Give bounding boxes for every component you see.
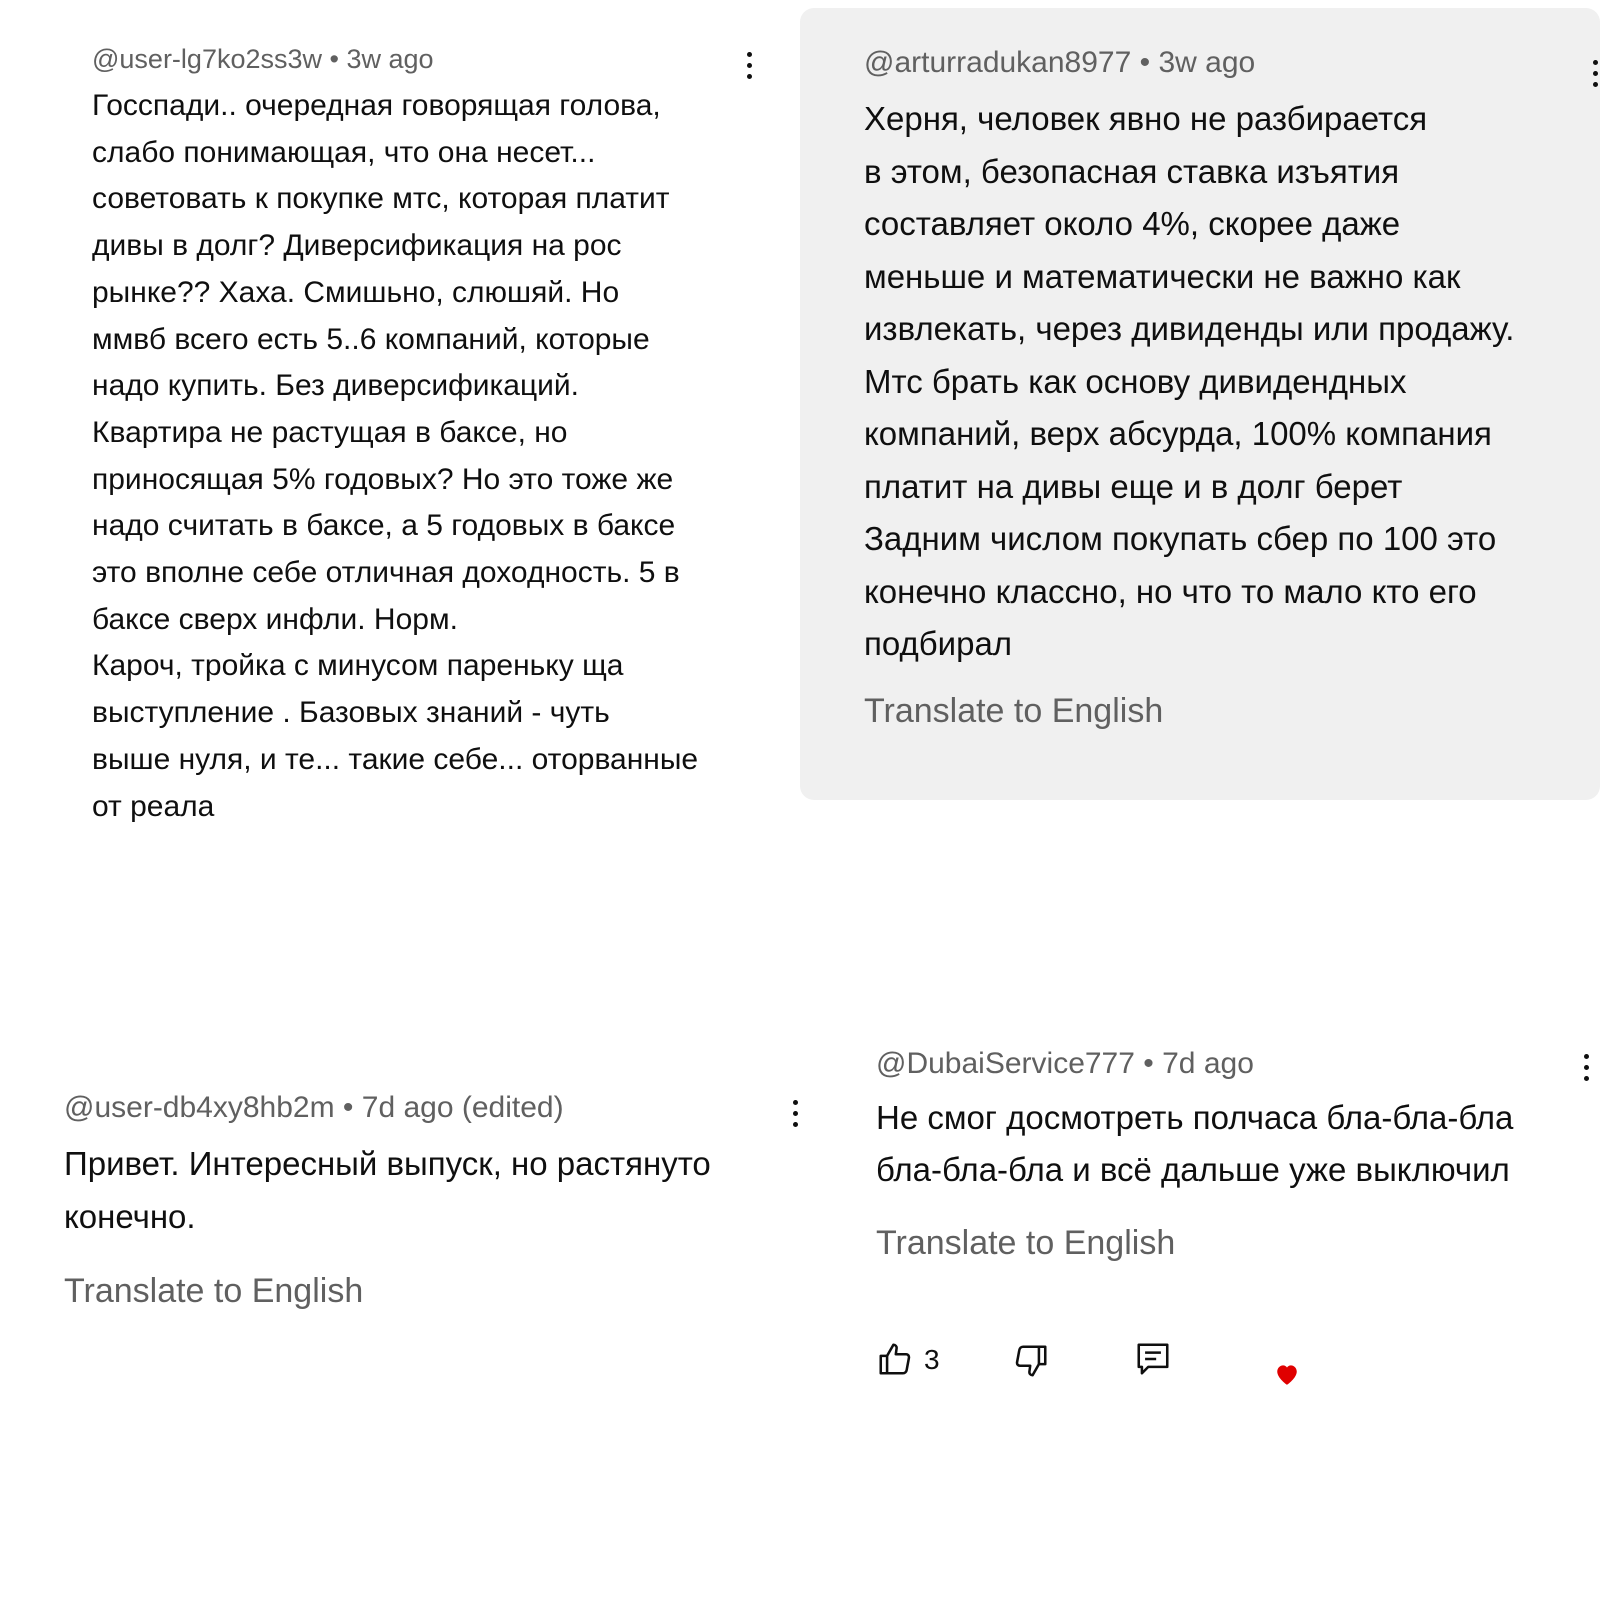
comment-text: Херня, человек явно не разбирается в этом, безопасная ставка изъятия составляет около 4%, скорее даже меньше и математически не важно как извлекать, через дивиденды или продажу. Мтс брать как основу дивидендных компаний, верх абсурда, 100% компания платит на дивы еще и в долг берет Задним числом покупать сбер по 100 это конечно классно, но что то мало кто его подбирал — [864, 100, 1515, 662]
comment-age[interactable]: 7d ago (edited) — [361, 1091, 564, 1124]
reply-icon — [1134, 1340, 1172, 1378]
creator-heart — [1274, 1362, 1300, 1391]
more-vert-icon[interactable] — [739, 52, 759, 79]
comment-4 — [820, 1040, 1600, 1440]
comment-age[interactable]: 7d ago — [1162, 1047, 1254, 1080]
thumb-down-icon — [1012, 1342, 1050, 1380]
comment-meta — [864, 46, 1255, 80]
reply-button[interactable] — [1134, 1340, 1172, 1383]
dislike-button[interactable] — [1012, 1342, 1050, 1385]
comment-author[interactable]: @arturradukan8977 — [864, 46, 1132, 79]
comment-text: Не смог досмотреть полчаса бла-бла-бла бла-бла-бла и всё дальше уже выключил — [876, 1099, 1514, 1188]
meta-separator: • — [1131, 46, 1159, 79]
heart-icon — [1274, 1362, 1300, 1386]
comment-meta — [64, 1091, 564, 1125]
more-vert-icon[interactable] — [785, 1100, 805, 1127]
comment-text: Привет. Интересный выпуск, но растянуто конечно. — [64, 1145, 711, 1235]
like-button[interactable] — [876, 1340, 914, 1383]
comment-author[interactable]: @user-db4xy8hb2m — [64, 1091, 335, 1124]
comment-author[interactable]: @DubaiService777 — [876, 1047, 1135, 1080]
more-vert-icon[interactable] — [1585, 60, 1605, 87]
like-count: 3 — [924, 1344, 940, 1375]
meta-separator: • — [322, 44, 347, 74]
comment-1 — [0, 0, 780, 823]
meta-separator: • — [334, 1091, 362, 1124]
translate-link[interactable]: Translate to English — [64, 1272, 364, 1310]
meta-separator: • — [1134, 1047, 1163, 1080]
translate-link[interactable]: Translate to English — [876, 1224, 1176, 1262]
translate-link[interactable]: Translate to English — [864, 692, 1164, 730]
thumb-up-icon — [876, 1340, 914, 1378]
comment-meta — [876, 1047, 1254, 1081]
comment-3 — [0, 1060, 820, 1320]
more-vert-icon[interactable] — [1576, 1054, 1596, 1081]
comment-author[interactable]: @user-lg7ko2ss3w — [92, 44, 323, 74]
comment-actions — [876, 1340, 1376, 1400]
comment-text: Госспади.. очередная говорящая голова, слабо понимающая, что она несет... советовать к покупке мтс, которая платит дивы в долг? Диверсификация на рос рынке?? Хаха. Смишьно, слюшяй. Но ммвб всего есть 5..6 компаний, которые надо купить. Без диверсификаций. Квартира не растущая в баксе, но приносящая 5% годовых? Но это тоже же надо считать в баксе, а 5 годовых в баксе это вполне себе отличная доходность. 5 в баксе сверх инфли. Норм. Кароч, тройка с минусом пареньку ща выступление . Базовых знаний - чуть выше нуля, и те... такие себе... оторванные от реала — [92, 89, 699, 823]
comment-age[interactable]: 3w ago — [346, 44, 434, 74]
comment-2-highlighted — [800, 8, 1600, 800]
comment-meta — [92, 44, 434, 75]
comment-age[interactable]: 3w ago — [1158, 46, 1256, 79]
